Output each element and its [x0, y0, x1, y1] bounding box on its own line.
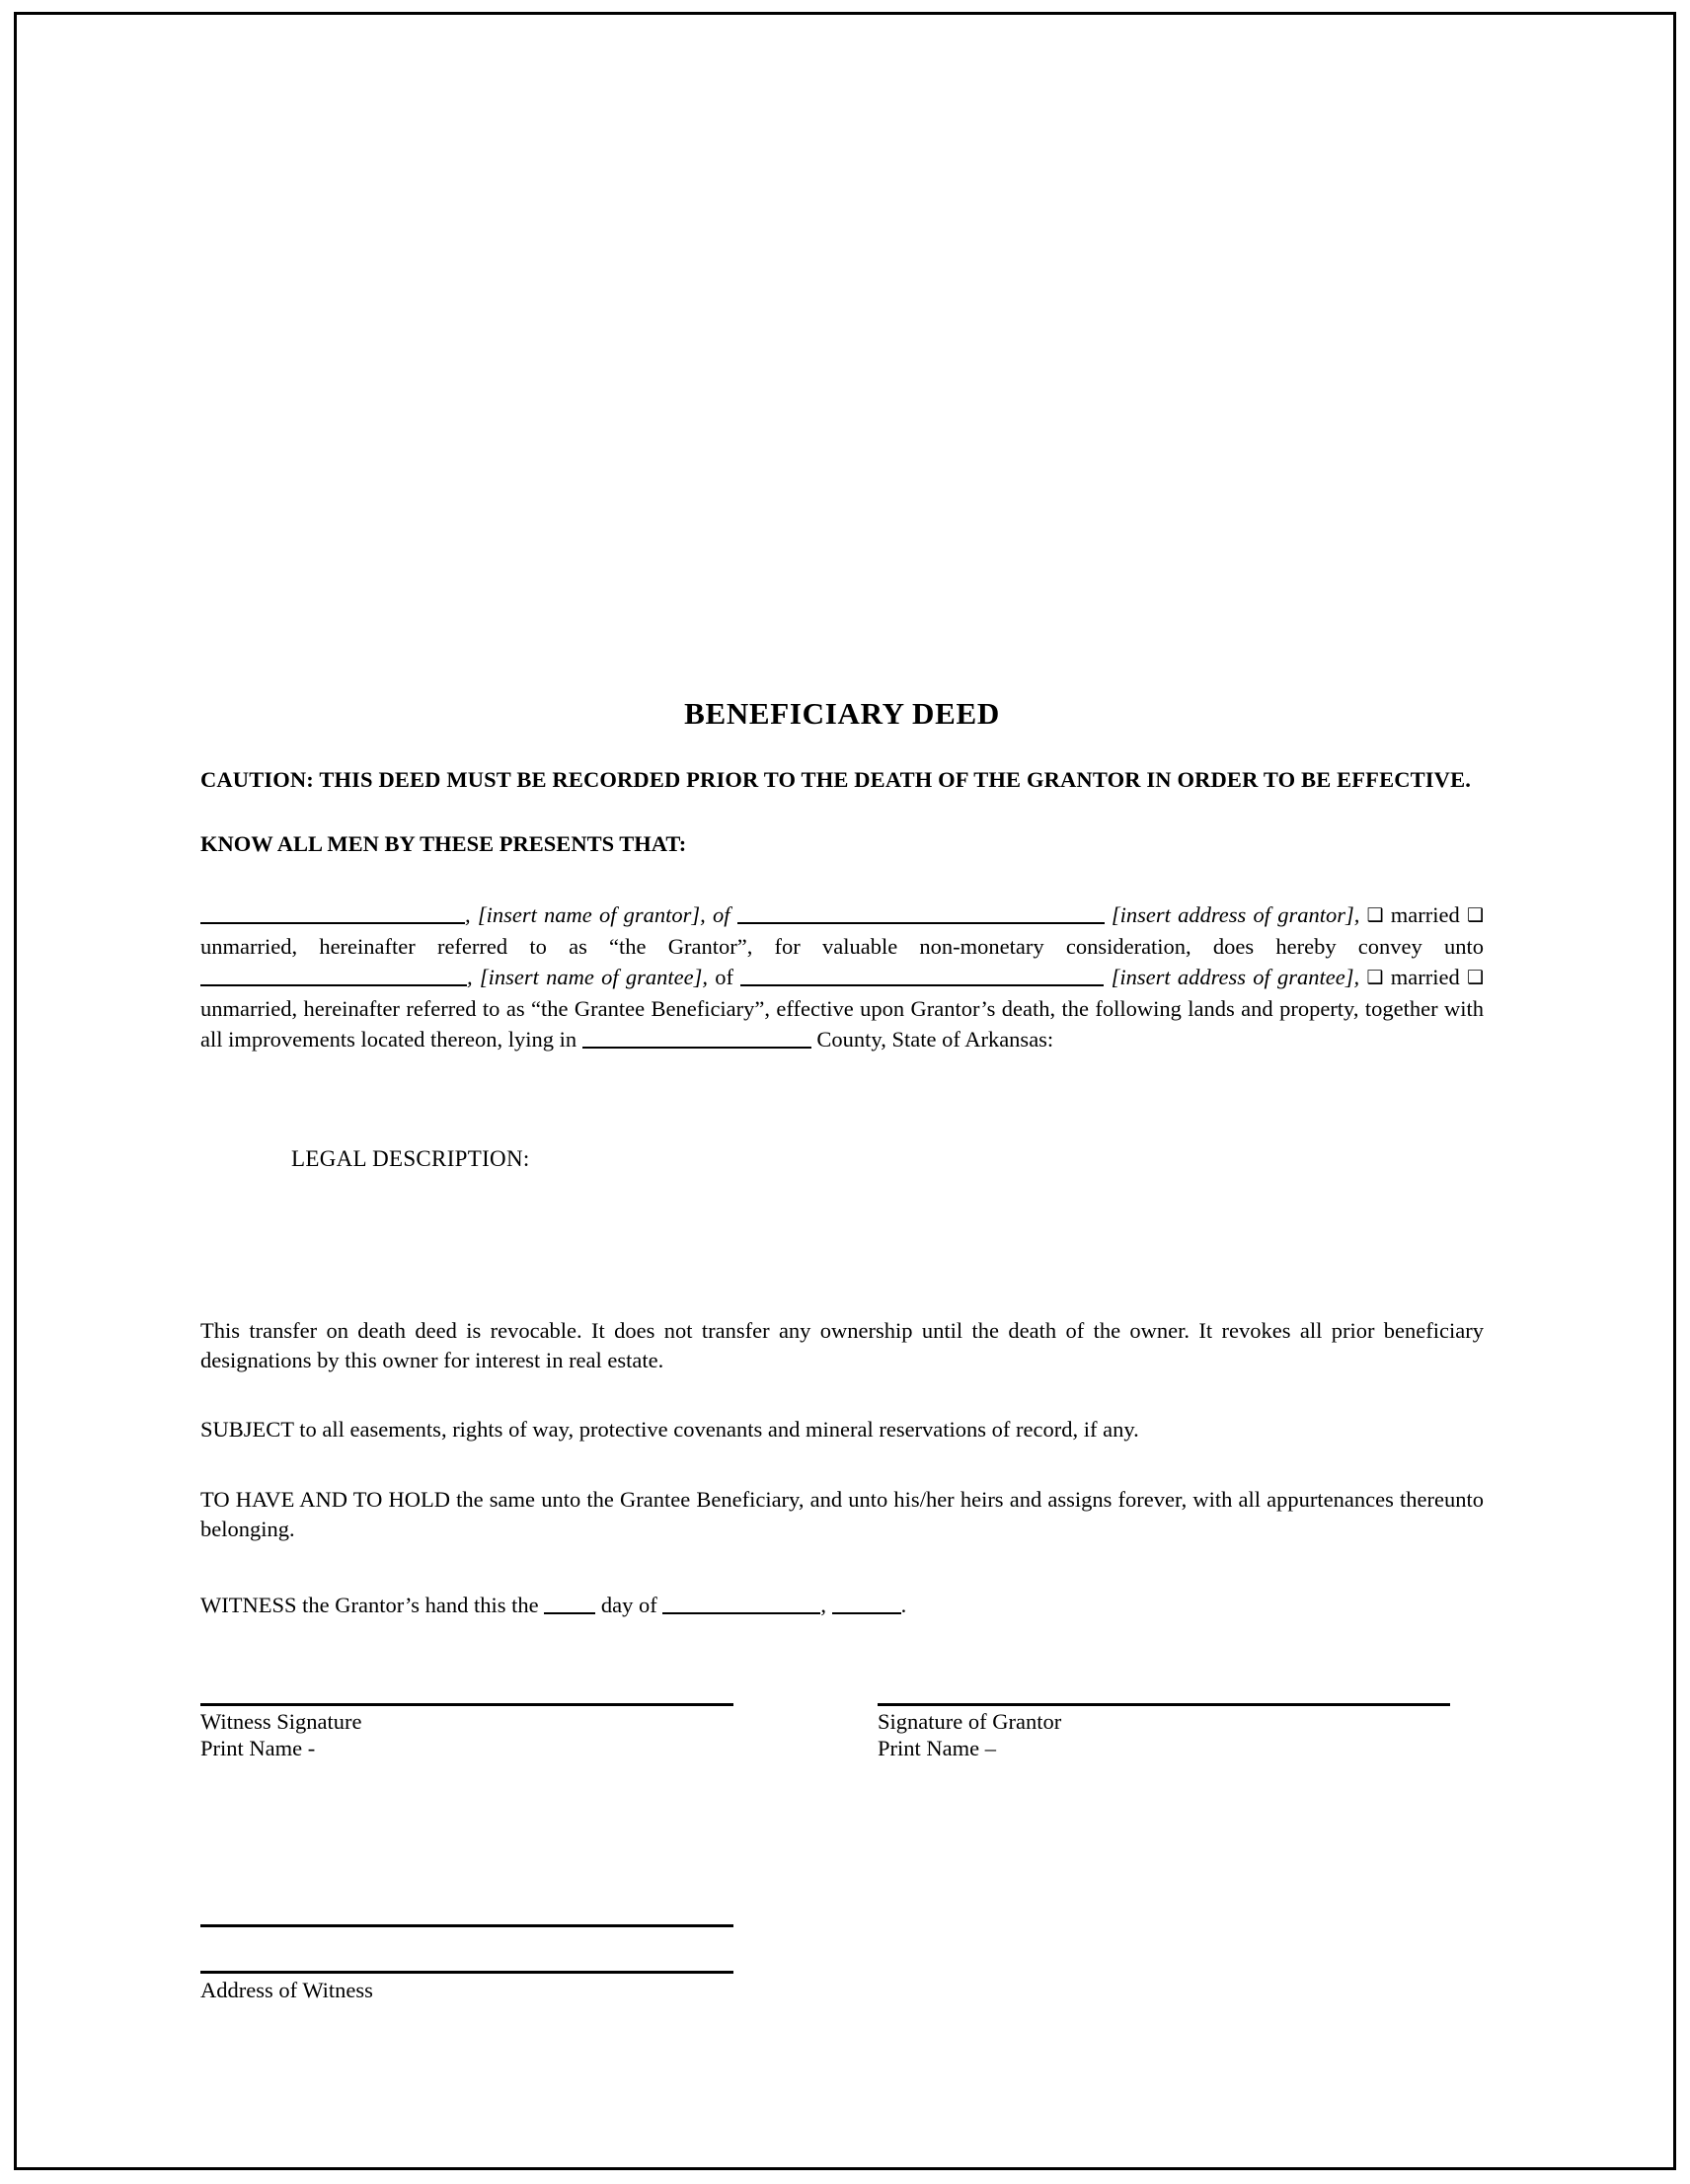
witness-signature-column — [200, 1703, 733, 1761]
grantee-unmarried-label: unmarried — [200, 995, 292, 1021]
grantor-signature-column — [878, 1703, 1450, 1761]
page-border — [14, 12, 1676, 2170]
state-line: State of Arkansas: — [891, 1027, 1054, 1053]
day-blank[interactable] — [544, 1591, 595, 1613]
witness-address-line-2[interactable] — [200, 1971, 733, 1974]
witness-address-block — [200, 1924, 733, 2003]
caution-notice: CAUTION: THIS DEED MUST BE RECORDED PRIOR TO THE DEATH OF THE GRANTOR IN ORDER TO BE EFFECTIVE. — [200, 766, 1472, 792]
county-label: County, — [816, 1027, 886, 1053]
insert-grantee-address-note: [insert address of grantee], — [1111, 965, 1360, 990]
grantor-name-blank[interactable] — [200, 901, 465, 924]
witness-signature-line[interactable] — [200, 1703, 733, 1706]
know-all-men-heading: KNOW ALL MEN BY THESE PRESENTS THAT: — [200, 830, 687, 856]
grantor-print-name-label: Print Name – — [878, 1735, 996, 1760]
legal-description-label: LEGAL DESCRIPTION: — [291, 1145, 530, 1171]
grantor-status-continuation: , hereinafter referred to as “the Grantor”, for valuable non-monetary consideration, does hereby convey unto — [291, 933, 1484, 959]
month-blank[interactable] — [662, 1591, 820, 1613]
grantor-address-blank[interactable] — [737, 901, 1105, 924]
grantor-married-label: married — [1390, 902, 1460, 928]
grantee-address-blank[interactable] — [740, 964, 1104, 986]
granting-clause-paragraph — [200, 899, 1484, 1055]
document-content — [200, 696, 1484, 2003]
revocability-clause: This transfer on death deed is revocable. It does not transfer any ownership until the death of the owner. It revokes all prior beneficiary designations by this owner for interest in real estate. — [200, 1317, 1484, 1373]
witness-clause-period: . — [900, 1592, 907, 1617]
grantor-unmarried-label: unmarried — [200, 933, 292, 959]
grantor-signature-label: Signature of Grantor — [878, 1708, 1062, 1734]
insert-grantor-name-note: , [insert name of grantor], of — [465, 902, 737, 928]
checkbox-grantor-unmarried[interactable]: ❑ — [1466, 904, 1485, 927]
insert-grantee-name-note: , [insert name of grantee], — [467, 965, 709, 990]
checkbox-grantee-unmarried[interactable]: ❑ — [1466, 967, 1485, 989]
witness-clause-comma: , — [820, 1592, 827, 1617]
grantee-name-blank[interactable] — [200, 964, 467, 986]
checkbox-grantor-married[interactable]: ❑ — [1366, 904, 1384, 927]
witness-clause-prefix: WITNESS the Grantor’s hand this the — [200, 1592, 539, 1617]
grantee-married-label: married — [1390, 965, 1460, 990]
insert-grantor-address-note: [insert address of grantor], — [1111, 902, 1360, 928]
county-blank[interactable] — [582, 1026, 811, 1049]
checkbox-grantee-married[interactable]: ❑ — [1366, 967, 1384, 989]
grantor-signature-line[interactable] — [878, 1703, 1450, 1706]
subject-to-clause: SUBJECT to all easements, rights of way, protective covenants and mineral reservations of record, if any. — [200, 1417, 1139, 1443]
year-blank[interactable] — [832, 1591, 901, 1613]
grantee-status-continuation: , hereinafter referred to as “the Grantee Beneficiary”, effective upon Grantor’s death, the following lands and property, together with all improvements located thereon, lying in — [200, 995, 1484, 1053]
habendum-clause: TO HAVE AND TO HOLD the same unto the Grantee Beneficiary, and unto his/her heirs and assigns forever, with all appurtenances thereunto belonging. — [200, 1486, 1484, 1542]
document-sheet — [17, 15, 1673, 2167]
of-label: of — [715, 965, 734, 990]
witness-date-clause — [200, 1591, 1484, 1620]
page-title: BENEFICIARY DEED — [684, 696, 1000, 731]
witness-signature-label: Witness Signature — [200, 1708, 362, 1734]
witness-address-gap — [200, 1927, 733, 1971]
day-of-label: day of — [600, 1592, 657, 1617]
address-of-witness-label: Address of Witness — [200, 1977, 373, 2002]
witness-print-name-label: Print Name - — [200, 1735, 316, 1760]
signature-block — [200, 1703, 1484, 1911]
